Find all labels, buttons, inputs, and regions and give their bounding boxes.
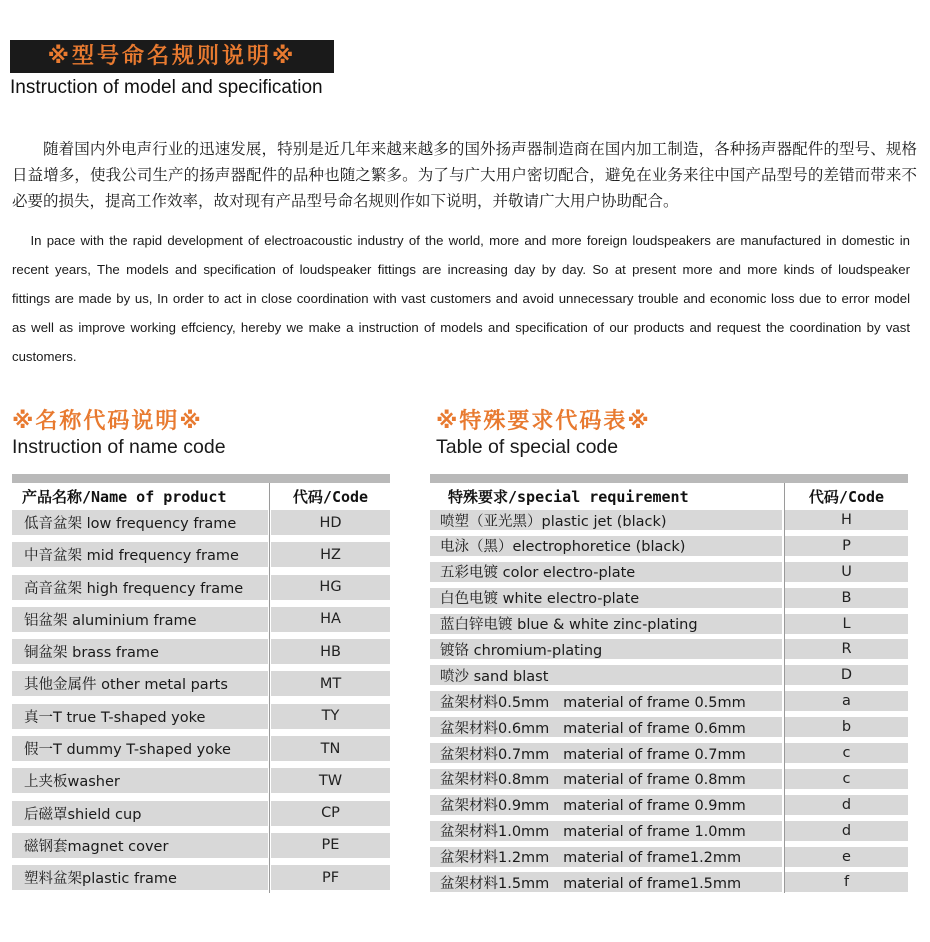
name-code-table — [12, 474, 390, 898]
column-header-name: 产品名称/Name of product — [22, 488, 227, 506]
table-top-bar — [12, 474, 390, 483]
row-code: b — [785, 717, 908, 737]
table-header — [12, 483, 390, 510]
row-label: 镀铬 chromium-plating — [430, 639, 782, 659]
table-row — [430, 743, 908, 763]
page-subtitle: Instruction of model and specification — [10, 77, 323, 98]
column-divider — [269, 483, 270, 893]
name-code-title: ※名称代码说明※ — [12, 409, 203, 434]
intro-chinese: 随着国内外电声行业的迅速发展，特别是近几年来越来越多的国外扬声器制造商在国内加工制造，各种扬声器配件的型号、规格日益增多，使我公司生产的扬声器配件的品种也随之繁多。为了与广大用户密切配合，避免在业务来往中国产品型号的差错而带来不必要的损失，提高工作效率，故对现有产品型号命名规则作如下说明，并敬请广大用户协助配合。 — [12, 140, 917, 210]
table-row — [430, 614, 908, 634]
name-code-rows — [12, 510, 390, 890]
row-label: 真一T true T-shaped yoke — [12, 704, 268, 729]
row-label: 上夹板washer — [12, 768, 268, 793]
row-code: TN — [271, 736, 390, 761]
row-label: 假一T dummy T-shaped yoke — [12, 736, 268, 761]
row-label: 铝盆架 aluminium frame — [12, 607, 268, 632]
row-code: MT — [271, 671, 390, 696]
table-row — [430, 562, 908, 582]
table-row — [12, 607, 390, 632]
table-row — [430, 510, 908, 530]
row-label: 喷塑（亚光黑）plastic jet (black) — [430, 510, 782, 530]
row-label: 磁钢套magnet cover — [12, 833, 268, 858]
intro-english: In pace with the rapid development of electroacoustic industry of the world, more and more foreign loudspeakers are manufactured in domestic in recent years, The models and specification of loudspeaker fittings are increasing day by day. So at present more and more kinds of loudspeaker fittings are made by us, In order to act in close coordination with vast customers and avoid unnecessary trouble and economic loss due to error model as well as improve working effciency, hereby we make a instruction of models and specification of our products and request the coordination by vast customers. — [12, 233, 910, 364]
table-row — [12, 639, 390, 664]
table-row — [12, 801, 390, 826]
row-code: HG — [271, 575, 390, 600]
row-code: P — [785, 536, 908, 556]
table-row — [430, 717, 908, 737]
row-label: 盆架材料0.5mm material of frame 0.5mm — [430, 691, 782, 711]
table-row — [12, 542, 390, 567]
row-label: 盆架材料1.5mm material of frame1.5mm — [430, 872, 782, 892]
column-divider — [784, 483, 785, 893]
table-row — [430, 639, 908, 659]
row-code: D — [785, 665, 908, 685]
row-code: H — [785, 510, 908, 530]
row-label: 高音盆架 high frequency frame — [12, 575, 268, 600]
row-label: 盆架材料1.0mm material of frame 1.0mm — [430, 821, 782, 841]
table-row — [12, 671, 390, 696]
row-code: d — [785, 821, 908, 841]
row-code: PF — [271, 865, 390, 890]
row-label: 盆架材料0.7mm material of frame 0.7mm — [430, 743, 782, 763]
table-top-bar — [430, 474, 908, 483]
table-row — [430, 588, 908, 608]
row-code: R — [785, 639, 908, 659]
row-code: HB — [271, 639, 390, 664]
row-label: 盆架材料0.9mm material of frame 0.9mm — [430, 795, 782, 815]
column-header-code: 代码/Code — [808, 488, 885, 506]
row-label: 盆架材料0.8mm material of frame 0.8mm — [430, 769, 782, 789]
table-header — [430, 483, 908, 510]
row-code: a — [785, 691, 908, 711]
row-label: 电泳（黑）electrophoretice (black) — [430, 536, 782, 556]
table-row — [430, 795, 908, 815]
row-code: HZ — [271, 542, 390, 567]
row-label: 五彩电镀 color electro-plate — [430, 562, 782, 582]
row-code: HA — [271, 607, 390, 632]
name-code-subtitle: Instruction of name code — [12, 436, 226, 458]
special-code-subtitle: Table of special code — [436, 436, 619, 458]
table-row — [12, 865, 390, 890]
table-row — [430, 847, 908, 867]
table-row — [12, 833, 390, 858]
row-label: 中音盆架 mid frequency frame — [12, 542, 268, 567]
row-code: f — [785, 872, 908, 892]
row-code: HD — [271, 510, 390, 535]
table-row — [12, 736, 390, 761]
column-header-requirement: 特殊要求/special requirement — [448, 488, 689, 506]
row-label: 低音盆架 low frequency frame — [12, 510, 268, 535]
page-banner: ※型号命名规则说明※ — [10, 40, 334, 73]
row-label: 塑料盆架plastic frame — [12, 865, 268, 890]
row-code: c — [785, 743, 908, 763]
row-label: 后磁罩shield cup — [12, 801, 268, 826]
special-code-title: ※特殊要求代码表※ — [436, 409, 651, 434]
table-row — [430, 769, 908, 789]
row-code: e — [785, 847, 908, 867]
table-row — [430, 821, 908, 841]
row-code: PE — [271, 833, 390, 858]
table-row — [430, 872, 908, 892]
table-row — [430, 536, 908, 556]
table-row — [12, 768, 390, 793]
special-code-rows — [430, 510, 908, 892]
row-code: TW — [271, 768, 390, 793]
table-row — [430, 665, 908, 685]
row-code: TY — [271, 704, 390, 729]
column-header-code: 代码/Code — [292, 488, 369, 506]
row-label: 铜盆架 brass frame — [12, 639, 268, 664]
row-label: 白色电镀 white electro-plate — [430, 588, 782, 608]
table-row — [12, 510, 390, 535]
row-label: 其他金属件 other metal parts — [12, 671, 268, 696]
table-row — [12, 575, 390, 600]
row-label: 盆架材料1.2mm material of frame1.2mm — [430, 847, 782, 867]
special-code-table — [430, 474, 908, 898]
row-label: 喷沙 sand blast — [430, 665, 782, 685]
row-code: L — [785, 614, 908, 634]
row-code: B — [785, 588, 908, 608]
row-label: 盆架材料0.6mm material of frame 0.6mm — [430, 717, 782, 737]
row-label: 蓝白锌电镀 blue & white zinc-plating — [430, 614, 782, 634]
row-code: CP — [271, 801, 390, 826]
row-code: d — [785, 795, 908, 815]
table-row — [12, 704, 390, 729]
table-row — [430, 691, 908, 711]
row-code: U — [785, 562, 908, 582]
row-code: c — [785, 769, 908, 789]
